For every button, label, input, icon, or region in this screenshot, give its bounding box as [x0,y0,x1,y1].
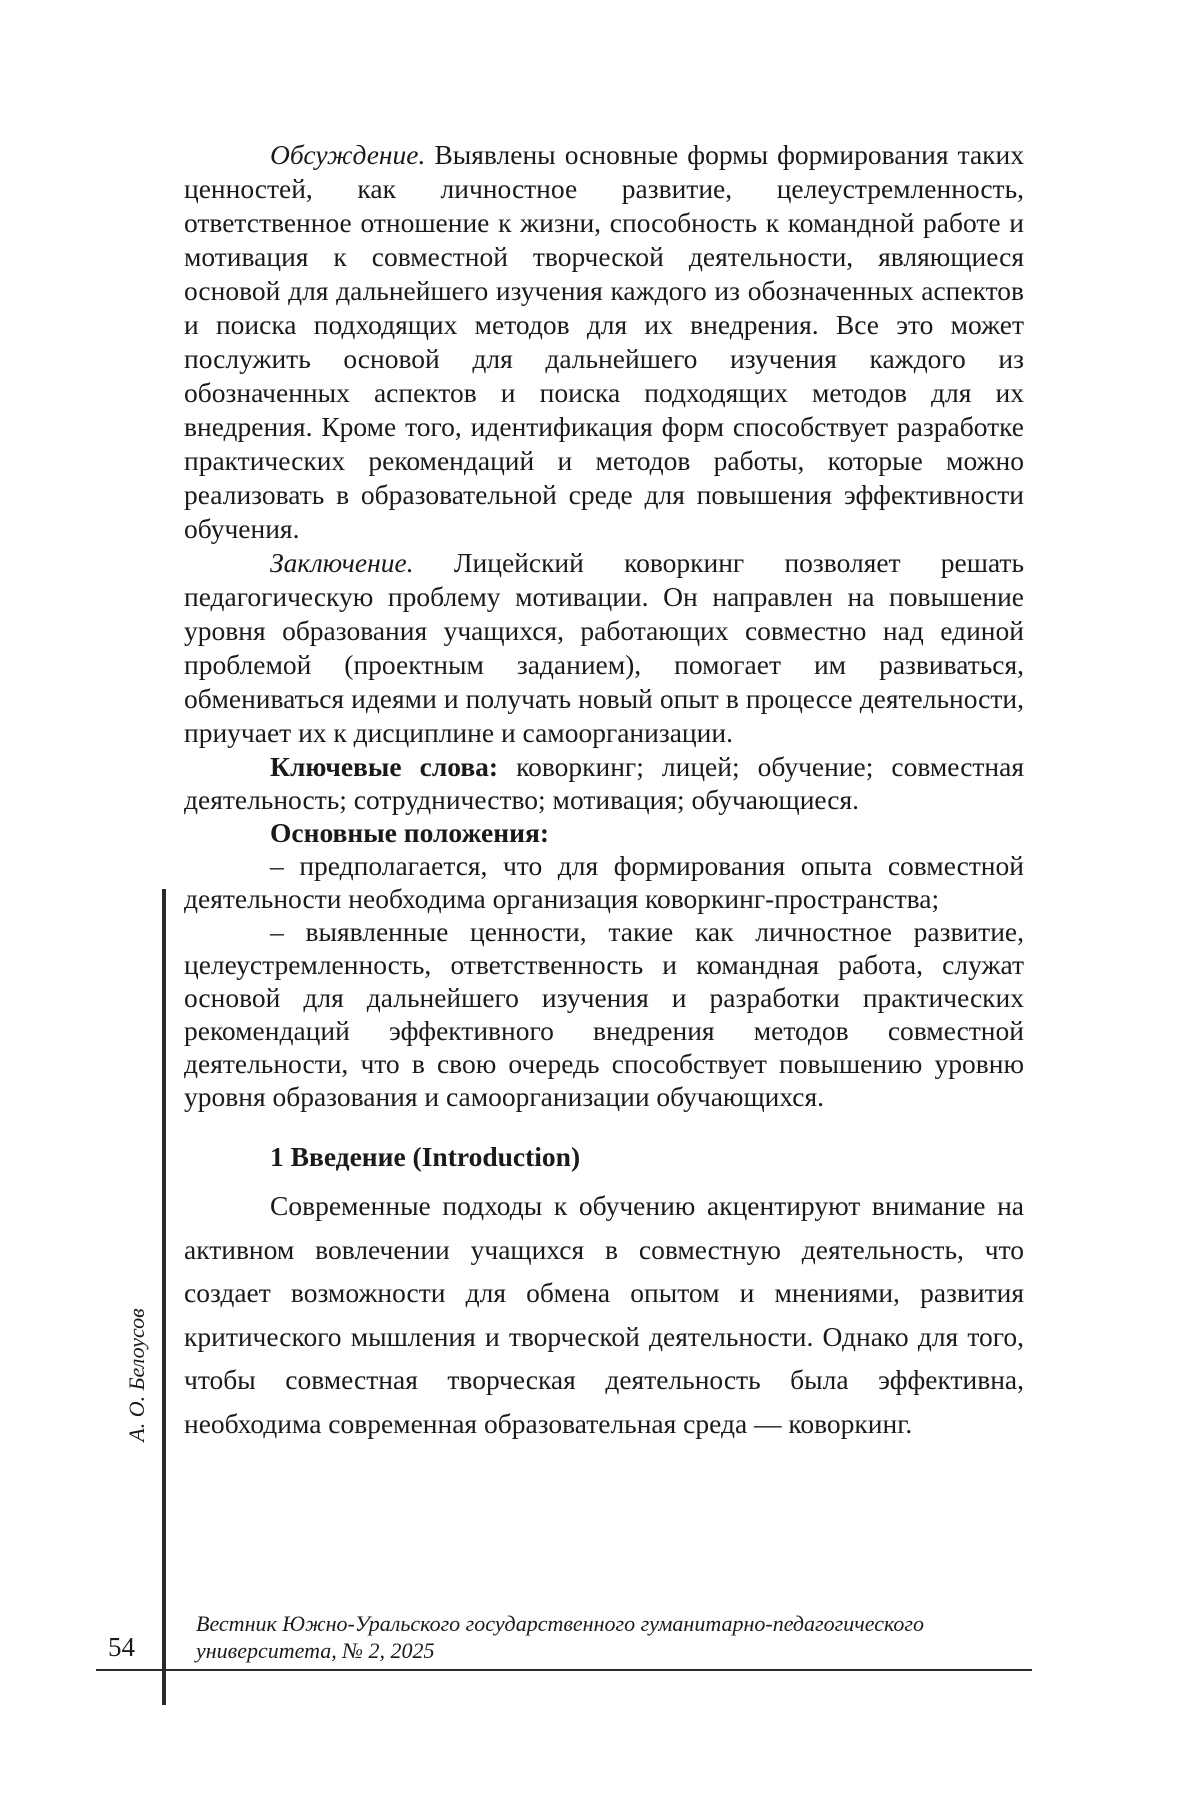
introduction-section [184,1140,1024,1445]
conclusion-label: Заключение. [270,547,414,578]
footer-rule [96,1669,1032,1671]
highlight-item: – выявленные ценности, такие как личностное развитие, целеустремленность, ответственность и командная работа, служат основой для дальнейшего изучения и разработки практических рекомендаций эффективного внедрения методов совместной деятельности, что в свою очередь способствует повышению уровню уровня образования и самоорганизации обучающихся. [184,915,1024,1113]
introduction-paragraph: Современные подходы к обучению акцентируют внимание на активном вовлечении учащихся в совместную деятельность, что создает возможности для обмена опытом и мнениями, развития критического мышления и творческой деятельности. Однако для того, чтобы совместная творческая деятельность была эффективна, необходима современная образовательная среда — коворкинг. [184,1184,1024,1445]
keywords-label: Ключевые слова: [270,751,498,782]
conclusion-text: Лицейский коворкинг позволяет решать педагогическую проблему мотивации. Он направлен на повышение уровня образования учащихся, работающих совместно над единой проблемой (проектным заданием), помогает им развиваться, обмениваться идеями и получать новый опыт в процессе деятельности, приучает их к дисциплине и самоорганизации. [184,547,1024,748]
introduction-heading: 1 Введение (Introduction) [184,1140,1024,1174]
journal-title: Вестник Южно-Уральского государственного гуманитарно-педагогического университета, № 2, 2025 [196,1610,1026,1664]
page-number: 54 [108,1630,135,1664]
article-body [184,138,1024,1445]
conclusion-paragraph [184,546,1024,750]
discussion-label: Обсуждение. [270,139,425,170]
discussion-paragraph [184,138,1024,546]
keywords-paragraph [184,750,1024,816]
margin-rule [162,889,166,1705]
keywords-text: коворкинг; лицей; обучение; совместная деятельность; сотрудничество; мотивация; обучающиеся. [184,751,1024,815]
highlight-item: – предполагается, что для формирования опыта совместной деятельности необходима организация коворкинг-пространства; [184,849,1024,915]
running-author: А. О. Белоусов [122,1290,152,1460]
highlights-title: Основные положения: [184,816,1024,849]
discussion-text: Выявлены основные формы формирования таких ценностей, как личностное развитие, целеустремленность, ответственное отношение к жизни, способность к командной работе и мотивация к совместной творческой деятельности, являющиеся основой для дальнейшего изучения каждого из обозначенных аспектов и поиска подходящих методов для их внедрения. Все это может послужить основой для дальнейшего изучения каждого из обозначенных аспектов и поиска подходящих методов для их внедрения. Кроме того, идентификация форм способствует разработке практических рекомендаций и методов работы, которые можно реализовать в образовательной среде для повышения эффективности обучения. [184,139,1024,544]
